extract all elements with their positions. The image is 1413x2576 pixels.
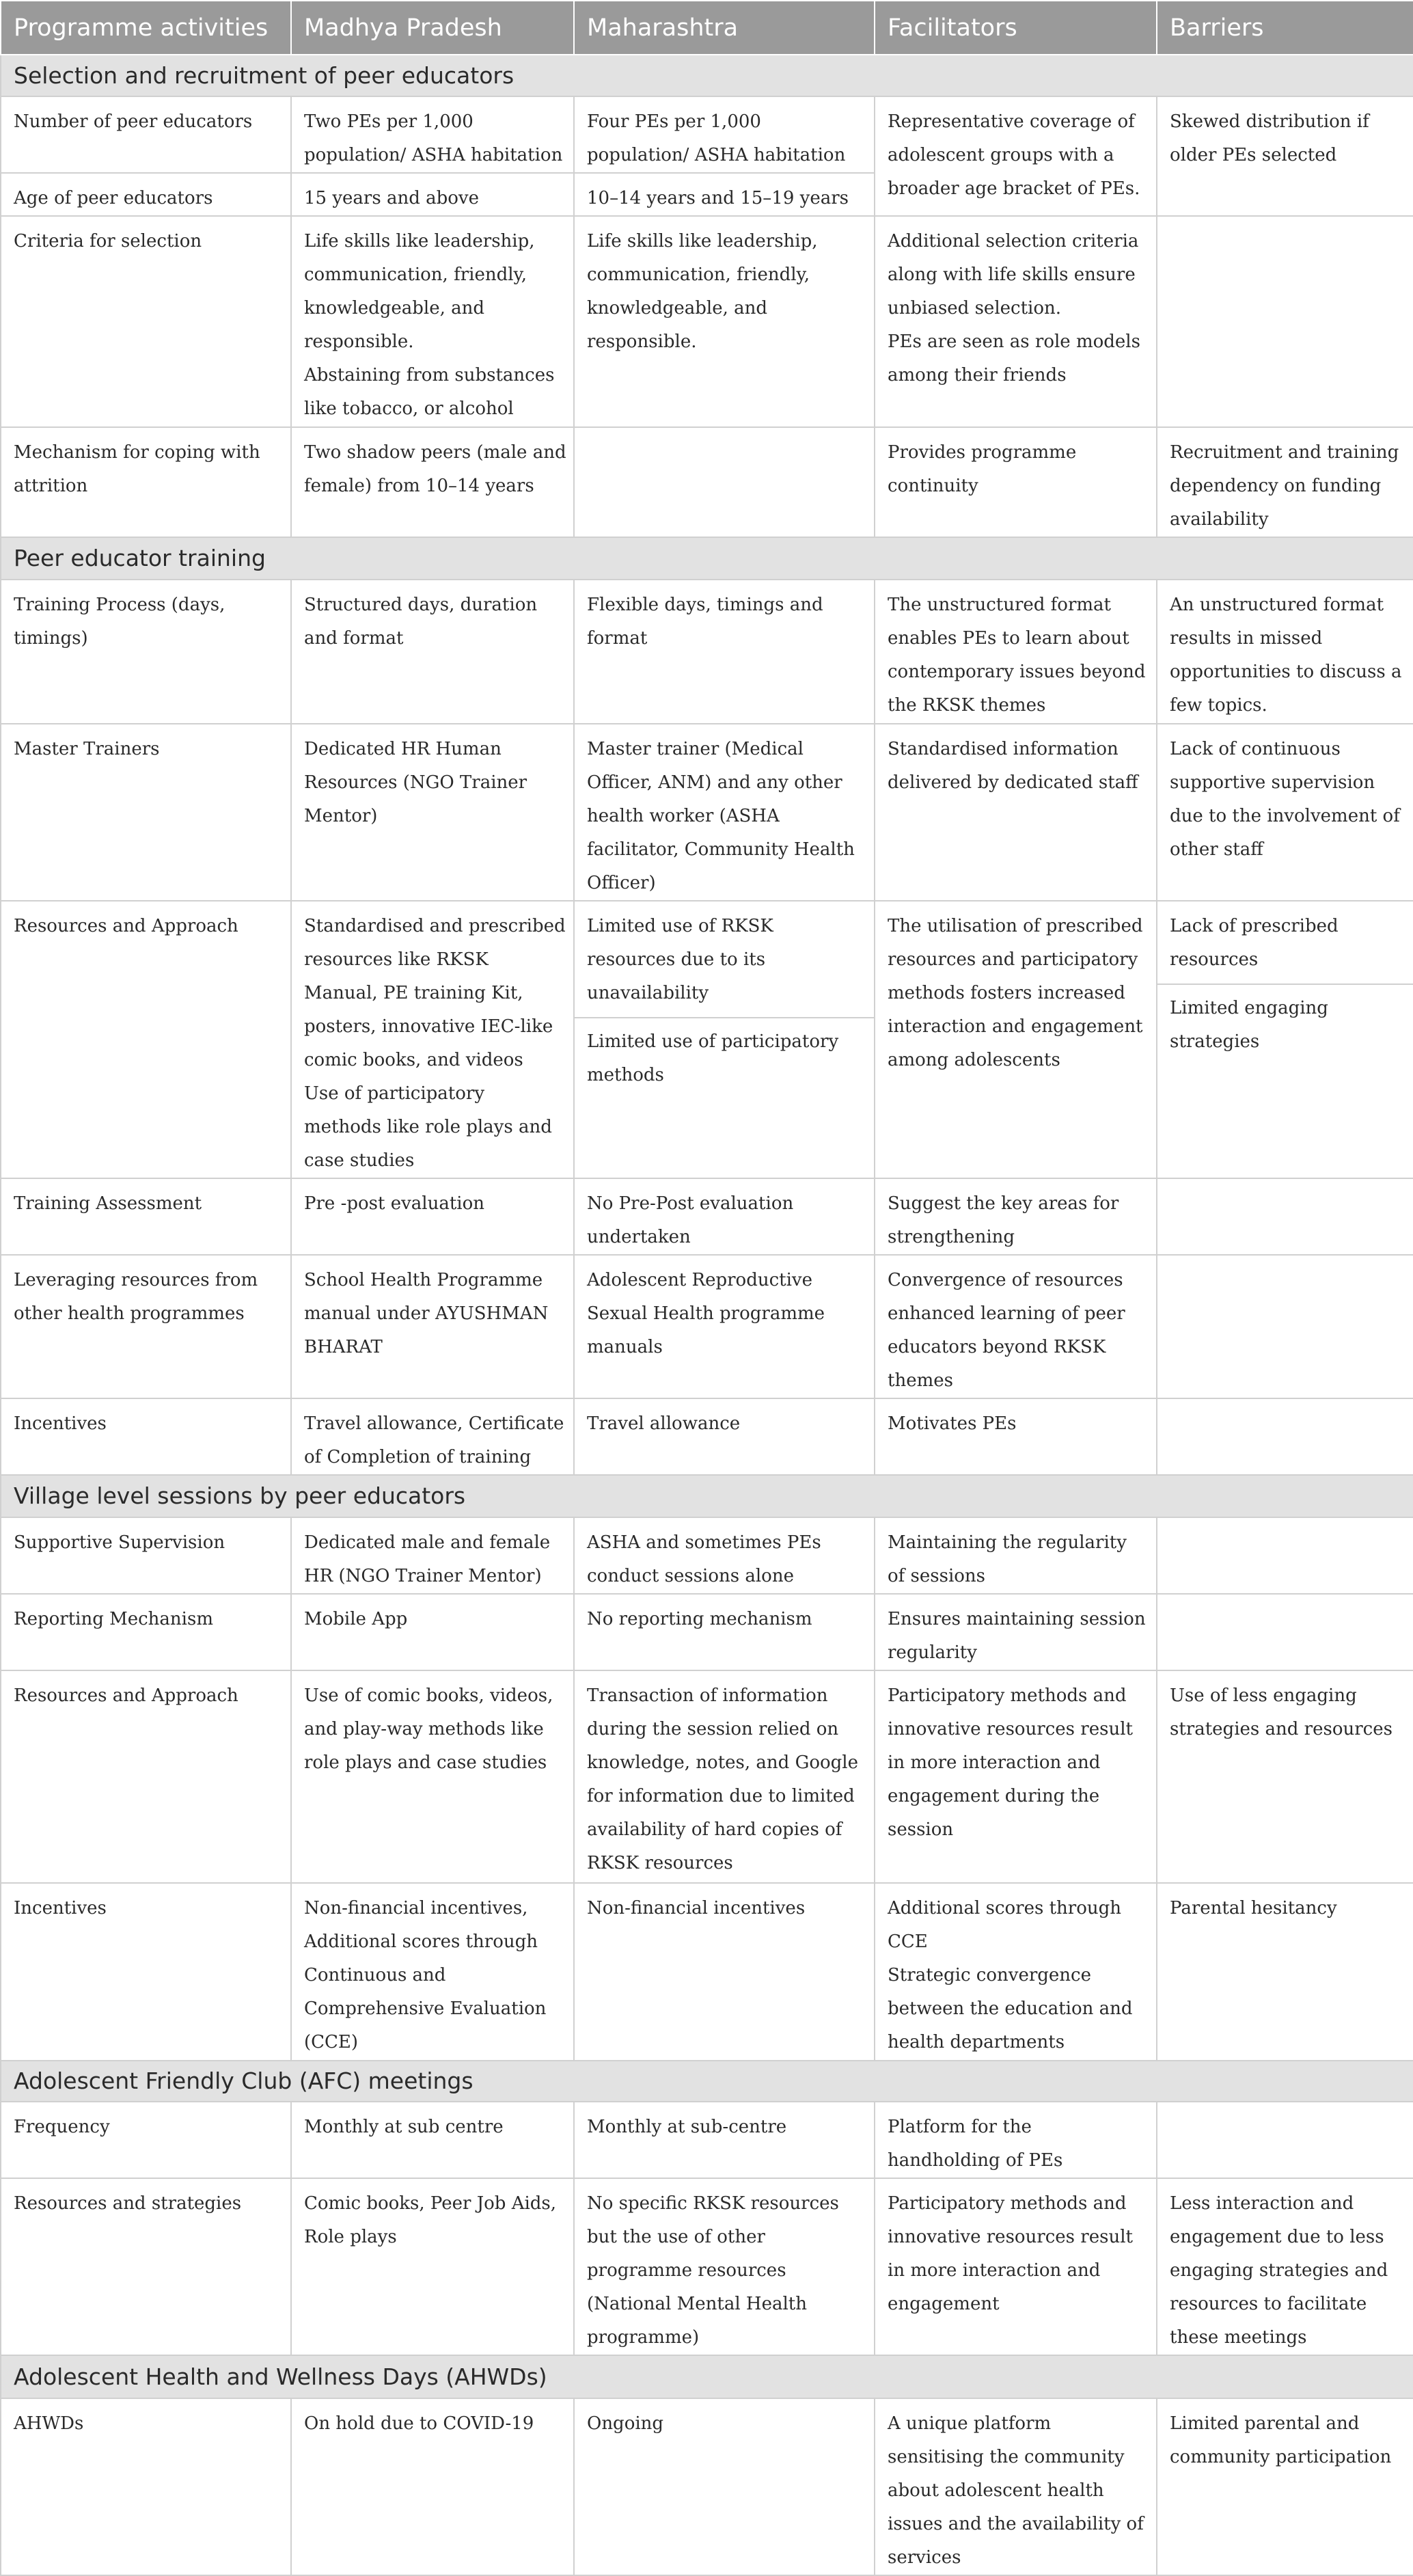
activity-cell: Training Process (days, timings): [1, 580, 291, 724]
header-madhya-pradesh: Madhya Pradesh: [291, 1, 574, 55]
madhya-pradesh-cell: Dedicated HR Human Resources (NGO Trainer Mentor): [291, 724, 574, 901]
table-row: [1, 580, 1413, 724]
section-title: Peer educator training: [1, 537, 1413, 580]
cell-text: Use of participatory methods like role plays and case studies: [304, 1083, 552, 1171]
facilitators-cell: Maintaining the regularity of sessions: [875, 1517, 1157, 1594]
table-row: [1, 901, 1413, 1178]
madhya-pradesh-cell: On hold due to COVID-19: [291, 2398, 574, 2575]
activity-cell: Criteria for selection: [1, 216, 291, 427]
madhya-pradesh-cell: [291, 901, 574, 1178]
table-row: [1, 2102, 1413, 2178]
cell-text: Standardised and prescribed resources like RKSK Manual, PE training Kit, posters, innovative IEC-like comic books, and videos: [304, 916, 566, 1070]
facilitators-cell: Convergence of resources enhanced learning of peer educators beyond RKSK themes: [875, 1255, 1157, 1398]
madhya-pradesh-cell: Non-financial incentives, Additional scores through Continuous and Comprehensive Evaluation (CCE): [291, 1883, 574, 2061]
madhya-pradesh-cell: Monthly at sub centre: [291, 2102, 574, 2178]
facilitators-cell: [875, 216, 1157, 427]
section-row: [1, 537, 1413, 580]
header-facilitators: Facilitators: [875, 1, 1157, 55]
barriers-cell: Use of less engaging strategies and resources: [1157, 1670, 1413, 1883]
madhya-pradesh-cell: Two PEs per 1,000 population/ ASHA habitation: [291, 96, 574, 173]
madhya-pradesh-cell: [291, 216, 574, 427]
maharashtra-cell: Monthly at sub-centre: [574, 2102, 875, 2178]
cell-text: Abstaining from substances like tobacco, or alcohol: [304, 365, 555, 419]
activity-cell: Mechanism for coping with attrition: [1, 427, 291, 537]
facilitators-cell: Motivates PEs: [875, 1398, 1157, 1475]
section-row: [1, 2355, 1413, 2398]
activity-cell: Resources and strategies: [1, 2178, 291, 2355]
maharashtra-cell: Travel allowance: [574, 1398, 875, 1475]
barriers-cell: Limited parental and community participation: [1157, 2398, 1413, 2575]
table-row: [1, 724, 1413, 901]
barriers-cell: [1157, 1398, 1413, 1475]
table-row: [1, 96, 1413, 173]
header-maharashtra: Maharashtra: [574, 1, 875, 55]
cell-text: Limited use of RKSK resources due to its unavailability: [587, 916, 773, 1003]
madhya-pradesh-cell: School Health Programme manual under AYUSHMAN BHARAT: [291, 1255, 574, 1398]
facilitators-cell: Representative coverage of adolescent groups with a broader age bracket of PEs.: [875, 96, 1157, 216]
facilitators-cell: A unique platform sensitising the community about adolescent health issues and the availability of services: [875, 2398, 1157, 2575]
cell-text: Strategic convergence between the education and health departments: [888, 1965, 1133, 2052]
cell-text: Additional scores through CCE: [888, 1898, 1122, 1952]
facilitators-cell: Provides programme continuity: [875, 427, 1157, 537]
table-row: [1, 1398, 1413, 1475]
cell-text: Limited engaging strategies: [1157, 984, 1413, 1059]
barriers-cell: Skewed distribution if older PEs selected: [1157, 96, 1413, 216]
cell-text: Life skills like leadership, communication, friendly, knowledgeable, and responsible.: [304, 231, 535, 352]
section-row: [1, 2061, 1413, 2102]
madhya-pradesh-cell: Dedicated male and female HR (NGO Trainer Mentor): [291, 1517, 574, 1594]
activity-cell: Incentives: [1, 1883, 291, 2061]
maharashtra-cell: Adolescent Reproductive Sexual Health programme manuals: [574, 1255, 875, 1398]
activity-cell: Resources and Approach: [1, 1670, 291, 1883]
facilitators-cell: Standardised information delivered by dedicated staff: [875, 724, 1157, 901]
activity-cell: Reporting Mechanism: [1, 1594, 291, 1670]
maharashtra-cell: Life skills like leadership, communication, friendly, knowledgeable, and responsible.: [574, 216, 875, 427]
header-row: [1, 1, 1413, 55]
facilitators-cell: Platform for the handholding of PEs: [875, 2102, 1157, 2178]
barriers-cell: [1157, 1517, 1413, 1594]
facilitators-cell: Suggest the key areas for strengthening: [875, 1178, 1157, 1255]
table-row: [1, 1594, 1413, 1670]
table-row: [1, 1517, 1413, 1594]
section-row: [1, 55, 1413, 96]
madhya-pradesh-cell: Pre -post evaluation: [291, 1178, 574, 1255]
cell-text: Lack of prescribed resources: [1170, 916, 1339, 970]
facilitators-cell: Ensures maintaining session regularity: [875, 1594, 1157, 1670]
header-programme-activities: Programme activities: [1, 1, 291, 55]
facilitators-cell: Participatory methods and innovative resources result in more interaction and engagement: [875, 2178, 1157, 2355]
activity-cell: Frequency: [1, 2102, 291, 2178]
maharashtra-cell: No specific RKSK resources but the use of other programme resources (National Mental Health programme): [574, 2178, 875, 2355]
cell-text: Limited use of participatory methods: [575, 1017, 874, 1092]
maharashtra-cell: No Pre-Post evaluation undertaken: [574, 1178, 875, 1255]
barriers-cell: [1157, 1594, 1413, 1670]
section-title: Selection and recruitment of peer educators: [1, 55, 1413, 96]
section-title: Adolescent Friendly Club (AFC) meetings: [1, 2061, 1413, 2102]
section-row: [1, 1475, 1413, 1517]
madhya-pradesh-cell: Travel allowance, Certificate of Completion of training: [291, 1398, 574, 1475]
activity-cell: Resources and Approach: [1, 901, 291, 1178]
maharashtra-cell: ASHA and sometimes PEs conduct sessions alone: [574, 1517, 875, 1594]
maharashtra-cell: Transaction of information during the session relied on knowledge, notes, and Google for information due to limited availability of hard copies of RKSK resources: [574, 1670, 875, 1883]
facilitators-cell: Participatory methods and innovative resources result in more interaction and engagement during the session: [875, 1670, 1157, 1883]
cell-text: Additional selection criteria along with life skills ensure unbiased selection.: [888, 231, 1139, 318]
maharashtra-cell: Four PEs per 1,000 population/ ASHA habitation: [574, 96, 875, 173]
madhya-pradesh-cell: Use of comic books, videos, and play-way methods like role plays and case studies: [291, 1670, 574, 1883]
barriers-cell: Parental hesitancy: [1157, 1883, 1413, 2061]
activity-cell: Master Trainers: [1, 724, 291, 901]
activity-cell: Age of peer educators: [1, 173, 291, 216]
madhya-pradesh-cell: Structured days, duration and format: [291, 580, 574, 724]
barriers-cell: Lack of continuous supportive supervision due to the involvement of other staff: [1157, 724, 1413, 901]
activity-cell: AHWDs: [1, 2398, 291, 2575]
facilitators-cell: The utilisation of prescribed resources and participatory methods fosters increased interaction and engagement among adolescents: [875, 901, 1157, 1178]
table-row: [1, 216, 1413, 427]
section-title: Adolescent Health and Wellness Days (AHWDs): [1, 2355, 1413, 2398]
maharashtra-cell: No reporting mechanism: [574, 1594, 875, 1670]
barriers-cell: Recruitment and training dependency on funding availability: [1157, 427, 1413, 537]
table-row: [1, 1178, 1413, 1255]
barriers-cell: An unstructured format results in missed opportunities to discuss a few topics.: [1157, 580, 1413, 724]
barriers-cell: [1157, 901, 1413, 1178]
maharashtra-cell: [574, 901, 875, 1178]
activity-cell: Supportive Supervision: [1, 1517, 291, 1594]
maharashtra-cell: Non-financial incentives: [574, 1883, 875, 2061]
maharashtra-cell: 10–14 years and 15–19 years: [574, 173, 875, 216]
madhya-pradesh-cell: Comic books, Peer Job Aids, Role plays: [291, 2178, 574, 2355]
table-row: [1, 2178, 1413, 2355]
activity-cell: Number of peer educators: [1, 96, 291, 173]
barriers-cell: [1157, 1255, 1413, 1398]
maharashtra-cell: Master trainer (Medical Officer, ANM) and any other health worker (ASHA facilitator, Community Health Officer): [574, 724, 875, 901]
maharashtra-cell: [574, 427, 875, 537]
madhya-pradesh-cell: 15 years and above: [291, 173, 574, 216]
activity-cell: Leveraging resources from other health programmes: [1, 1255, 291, 1398]
section-title: Village level sessions by peer educators: [1, 1475, 1413, 1517]
table-row: [1, 1670, 1413, 1883]
barriers-cell: [1157, 2102, 1413, 2178]
madhya-pradesh-cell: Two shadow peers (male and female) from 10–14 years: [291, 427, 574, 537]
facilitators-cell: [875, 1883, 1157, 2061]
table-row: [1, 427, 1413, 537]
maharashtra-cell: Ongoing: [574, 2398, 875, 2575]
madhya-pradesh-cell: Mobile App: [291, 1594, 574, 1670]
cell-text: PEs are seen as role models among their friends: [888, 331, 1140, 385]
header-barriers: Barriers: [1157, 1, 1413, 55]
activity-cell: Training Assessment: [1, 1178, 291, 1255]
table-row: [1, 2398, 1413, 2575]
barriers-cell: [1157, 1178, 1413, 1255]
maharashtra-cell: Flexible days, timings and format: [574, 580, 875, 724]
barriers-cell: [1157, 216, 1413, 427]
activity-cell: Incentives: [1, 1398, 291, 1475]
facilitators-cell: The unstructured format enables PEs to learn about contemporary issues beyond the RKSK themes: [875, 580, 1157, 724]
table-row: [1, 1255, 1413, 1398]
table-row: [1, 1883, 1413, 2061]
barriers-cell: Less interaction and engagement due to less engaging strategies and resources to facilitate these meetings: [1157, 2178, 1413, 2355]
